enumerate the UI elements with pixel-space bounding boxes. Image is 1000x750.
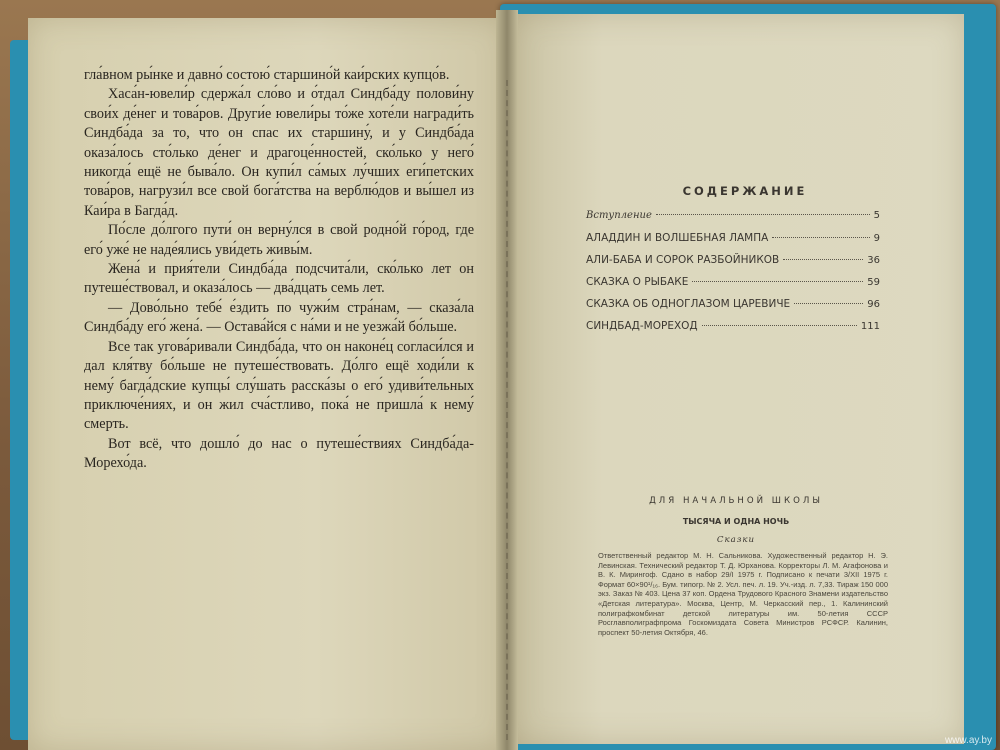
imprint-audience: ДЛЯ НАЧАЛЬНОЙ ШКОЛЫ <box>649 496 823 506</box>
toc-heading: СОДЕРЖАНИЕ <box>682 184 808 198</box>
toc-entry-page: 111 <box>860 321 880 332</box>
toc-leader-dots <box>772 237 869 238</box>
paragraph: Вот всё, что дошло́ до нас о путеше́ствиях Синдба́да-Морехо́да. <box>84 435 474 472</box>
paragraph: Хаса́н-ювели́р сдержа́л сло́во и о́тдал Синдба́ду полови́ну свои́х де́нег и това́ров. Други́е ювели́ры то́же хоте́ли награди́ть Синдба́да за то, что он спас их старшину́, и у Синдба́да оказа́лось сто́лько де́нег и драгоце́нностей, ско́лько у него́ никогда́ ещё не быва́ло. Он купи́л са́мых лу́чших еги́петских това́ров, нагрузи́л все свой бога́тства на верблю́дов и вы́шел из Каи́ра в Багда́д. <box>84 86 474 219</box>
toc-leader-dots <box>794 303 863 304</box>
paragraph: По́сле до́лгого пути́ он верну́лся в свой родно́й го́род, где его́ уже́ не наде́ялись уви́деть живы́м. <box>84 222 474 258</box>
toc-leader-dots <box>702 325 857 326</box>
paragraph: — Дово́льно тебе́ е́здить по чужи́м стра́нам, — сказа́ла Синдба́ду его́ жена́. — Остава́йся с на́ми и не уезжа́й бо́льше. <box>84 299 474 336</box>
toc-leader-dots <box>692 281 863 282</box>
toc-entry-page: 9 <box>873 233 880 244</box>
toc-entry[interactable] <box>586 276 880 298</box>
toc-entry-page: 5 <box>873 210 880 221</box>
toc-entry-title: Вступление <box>586 210 652 221</box>
toc-entry-title: СКАЗКА ОБ ОДНОГЛАЗОМ ЦАРЕВИЧЕ <box>586 298 791 310</box>
imprint-book-title: ТЫСЯЧА И ОДНА НОЧЬ <box>682 517 790 526</box>
toc-entry[interactable] <box>586 320 880 342</box>
toc-entry-page: 59 <box>867 277 880 288</box>
paragraph: Жена́ и прия́тели Синдба́да подсчита́ли, ско́лько лет он путеше́ствовал, и оказа́лось — два́дцать семь лет. <box>84 261 474 297</box>
toc-entry[interactable] <box>586 210 880 232</box>
binding-stitch <box>506 80 510 740</box>
toc-entry[interactable] <box>586 232 880 254</box>
table-of-contents <box>586 210 880 342</box>
toc-entry-page: 36 <box>867 255 880 266</box>
imprint-genre: Сказки <box>716 535 756 545</box>
site-watermark: www.ay.by <box>944 735 992 746</box>
toc-entry-title: АЛИ-БАБА И СОРОК РАЗБОЙНИКОВ <box>586 254 780 266</box>
paragraph: гла́вном ры́нке и давно́ состою́ старшино́й каи́рских купцо́в. <box>84 67 450 83</box>
imprint-details: Ответственный редактор М. Н. Сальникова. Художественный редактор Н. Э. Левинская. Технический редактор Т. Д. Юрханова. Корректоры Л. М. Агафонова и В. К. Мирингоф. Сдано в набор 29/I 1975 г. Подписано к печати 3/XII 1975 г. Формат 60×90¹/₁₆. Бум. типогр. № 2. Усл. печ. л. 19. Уч.-изд. л. 7,33. Тираж 150 000 экз. Заказ № 403. Цена 37 коп. Ордена Трудового Красного Знамени издательство «Детская литература». Москва, Центр, М. Черкасский пер., 1. Калининский полиграфкомбинат детской литературы им. 50-летия СССР Росглавполиграфпрома Госкомиздата Совета Министров РСФСР. Калинин, проспект 50-летия Октября, 46. <box>598 551 888 637</box>
toc-entry-title: СИНДБАД-МОРЕХОД <box>586 320 698 332</box>
story-text <box>84 66 474 474</box>
toc-leader-dots <box>783 259 863 260</box>
paragraph: Все так угова́ривали Синдба́да, что он наконе́ц согласи́лся и дал кля́тву бо́льше не путеше́ствовать. До́лго ещё ходи́ли к нему́ багда́дские купцы́ слу́шать расска́зы о его́ удиви́тельных приключе́ниях, и он жил сча́стливо, пока́ не пришла́ к нему́ смерть. <box>84 338 474 433</box>
toc-entry-title: СКАЗКА О РЫБАКЕ <box>586 276 689 288</box>
toc-leader-dots <box>656 214 870 215</box>
toc-entry[interactable] <box>586 298 880 320</box>
toc-entry[interactable] <box>586 254 880 276</box>
toc-entry-title: АЛАДДИН И ВОЛШЕБНАЯ ЛАМПА <box>586 232 769 244</box>
toc-entry-page: 96 <box>867 299 880 310</box>
